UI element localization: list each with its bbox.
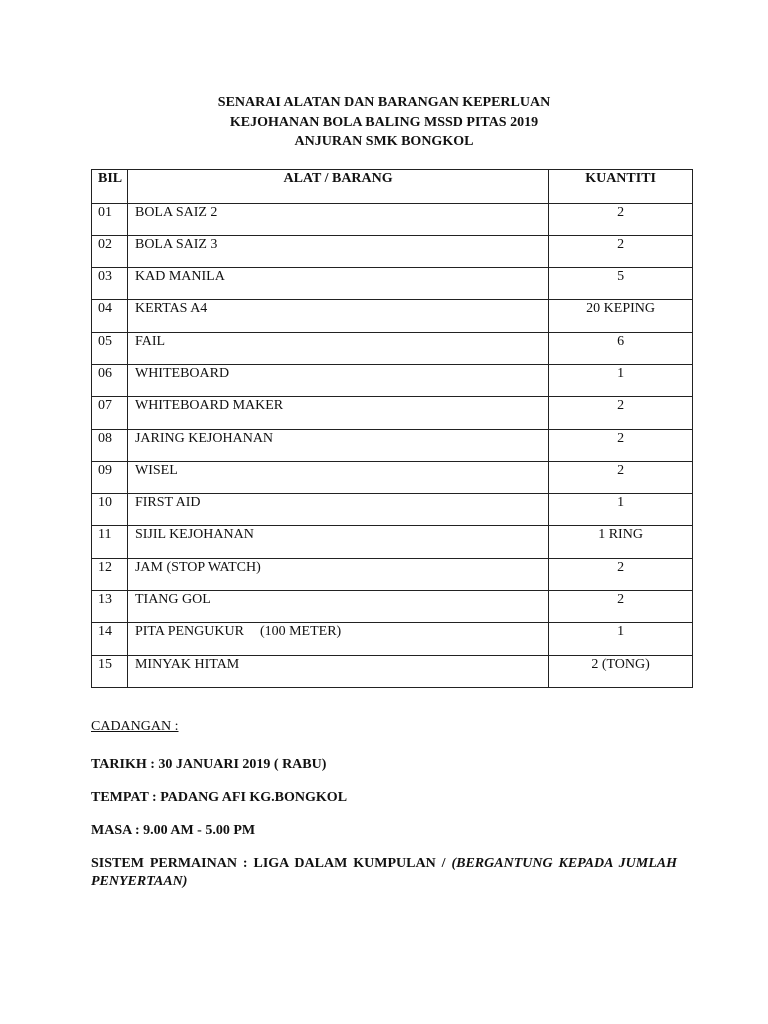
table-row [92,591,693,623]
row-number: 05 [92,332,128,364]
row-number: 14 [92,623,128,655]
table-row [92,526,693,558]
row-number: 07 [92,397,128,429]
row-number: 11 [92,526,128,558]
item-quantity: 2 [549,203,693,235]
table-row [92,203,693,235]
table-body [92,203,693,687]
table-row [92,623,693,655]
table-row [92,235,693,267]
item-quantity: 6 [549,332,693,364]
row-number: 09 [92,461,128,493]
table-row [92,655,693,687]
row-number: 01 [92,203,128,235]
row-number: 13 [92,591,128,623]
item-note: (100 METER) [259,624,342,640]
item-name: BOLA SAIZ 2 [127,203,548,235]
header-quantity: KUANTITI [549,170,693,204]
row-number: 04 [92,300,128,332]
table-row [92,268,693,300]
title-line-1: SENARAI ALATAN DAN BARANGAN KEPERLUAN [217,95,551,110]
item-name: TIANG GOL [127,591,548,623]
table-header-row [92,170,693,204]
item-name: FAIL [127,332,548,364]
item-name: WISEL [127,461,548,493]
date-line: TARIKH : 30 JANUARI 2019 ( RABU) [91,757,327,772]
game-system-label: SISTEM PERMAINAN : LIGA DALAM KUMPULAN / [91,856,452,871]
table-row [92,397,693,429]
item-quantity: 2 [549,461,693,493]
venue-line: TEMPAT : PADANG AFI KG.BONGKOL [91,790,348,805]
header-item: ALAT / BARANG [127,170,548,204]
item-quantity: 1 [549,494,693,526]
row-number: 02 [92,235,128,267]
item-quantity: 2 (TONG) [549,655,693,687]
item-name: PITA PENGUKUR (100 METER) [127,623,548,655]
table-row [92,300,693,332]
item-quantity: 2 [549,558,693,590]
title-line-2: KEJOHANAN BOLA BALING MSSD PITAS 2019 [229,114,539,130]
item-quantity: 2 [549,429,693,461]
item-quantity: 2 [549,591,693,623]
table-row [92,332,693,364]
item-quantity: 1 [549,364,693,396]
item-name: MINYAK HITAM [127,655,548,687]
equipment-table [91,169,693,688]
table-row [92,364,693,396]
item-name: KERTAS A4 [127,300,548,332]
table-row [92,429,693,461]
row-number: 12 [92,558,128,590]
item-quantity: 1 [549,623,693,655]
table-row [92,494,693,526]
item-name: WHITEBOARD MAKER [127,397,548,429]
table-row [92,558,693,590]
item-name: SIJIL KEJOHANAN [127,526,548,558]
header-bil: BIL [92,170,128,204]
item-quantity: 1 RING [549,526,693,558]
item-name: FIRST AID [127,494,548,526]
row-number: 03 [92,268,128,300]
item-quantity: 2 [549,235,693,267]
item-quantity: 5 [549,268,693,300]
item-name: WHITEBOARD [127,364,548,396]
game-system-note: (BERGANTUNG KEPADA JUMLAH PENYERTAAN) [91,856,677,889]
item-name: KAD MANILA [127,268,548,300]
game-system-line [91,855,677,890]
item-name: JARING KEJOHANAN [127,429,548,461]
table-row [92,461,693,493]
row-number: 06 [92,364,128,396]
item-quantity: 2 [549,397,693,429]
item-name: JAM (STOP WATCH) [127,558,548,590]
item-quantity: 20 KEPING [549,300,693,332]
item-name: BOLA SAIZ 3 [127,235,548,267]
document-title [0,93,768,152]
time-line: MASA : 9.00 AM - 5.00 PM [91,823,256,838]
title-line-3: ANJURAN SMK BONGKOL [294,134,474,149]
row-number: 15 [92,655,128,687]
proposal-heading: CADANGAN : [91,719,179,734]
row-number: 08 [92,429,128,461]
row-number: 10 [92,494,128,526]
